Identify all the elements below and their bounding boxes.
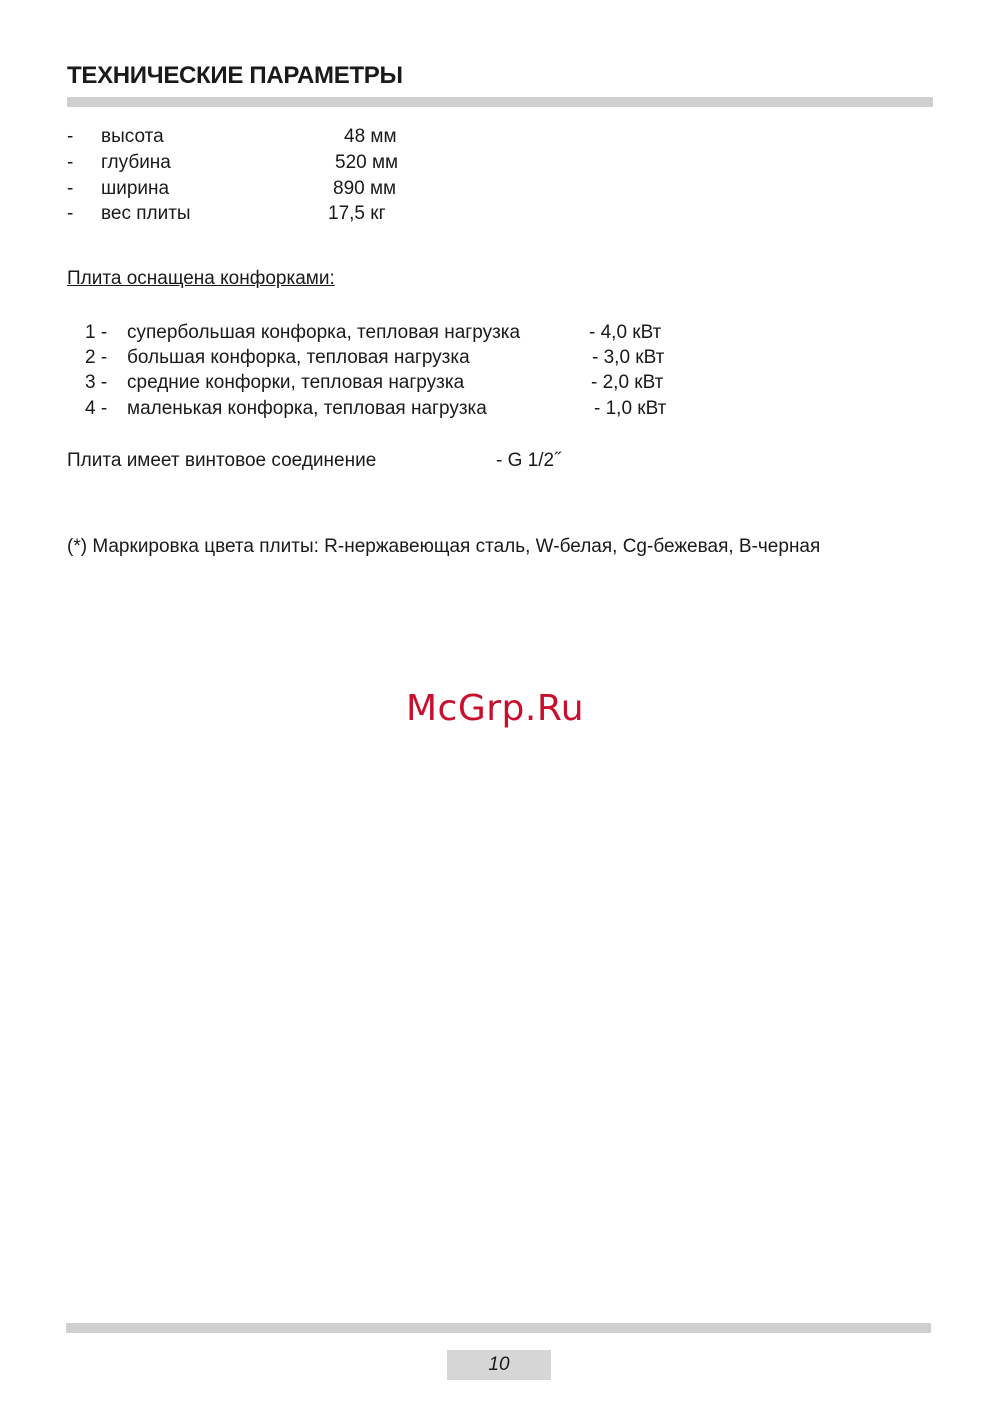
burner-power: - 1,0 кВт — [594, 398, 667, 419]
dimension-label: высота — [101, 126, 164, 147]
connection-label: Плита имеет винтовое соединение — [67, 450, 377, 471]
dimension-bullet: - — [67, 203, 74, 224]
burner-number: 2 - — [85, 347, 108, 368]
burner-power: - 3,0 кВт — [592, 347, 665, 368]
burner-number: 3 - — [85, 372, 108, 393]
burner-number: 4 - — [85, 398, 108, 419]
dimension-label: глубина — [101, 152, 171, 173]
page-number-box — [447, 1350, 551, 1380]
burner-description: супербольшая конфорка, тепловая нагрузка — [127, 322, 521, 343]
burner-power: - 2,0 кВт — [591, 372, 664, 393]
dimension-bullet: - — [67, 126, 74, 147]
header-divider — [67, 97, 933, 107]
burner-power: - 4,0 кВт — [589, 322, 662, 343]
page-number: 10 — [488, 1354, 510, 1375]
page-title: ТЕХНИЧЕСКИЕ ПАРАМЕТРЫ — [67, 62, 403, 89]
burners-heading: Плита оснащена конфорками: — [67, 268, 335, 289]
burner-number: 1 - — [85, 322, 108, 343]
dimension-value: 890 мм — [333, 178, 397, 199]
dimension-value: 520 мм — [335, 152, 399, 173]
dimension-bullet: - — [67, 178, 74, 199]
burner-description: средние конфорки, тепловая нагрузка — [127, 372, 465, 393]
color-note: (*) Маркировка цвета плиты: R-нержавеющая сталь, W-белая, Cg-бежевая, B-черная — [67, 536, 821, 557]
dimension-label: вес плиты — [101, 203, 191, 224]
dimension-bullet: - — [67, 152, 74, 173]
burner-description: большая конфорка, тепловая нагрузка — [127, 347, 470, 368]
watermark: McGrp.Ru — [406, 688, 585, 729]
dimension-value: 48 мм — [344, 126, 397, 147]
burner-description: маленькая конфорка, тепловая нагрузка — [127, 398, 487, 419]
footer-divider — [66, 1323, 931, 1333]
dimension-label: ширина — [101, 178, 170, 199]
dimension-value: 17,5 кг — [328, 203, 386, 224]
connection-value: - G 1/2˝ — [496, 450, 561, 471]
